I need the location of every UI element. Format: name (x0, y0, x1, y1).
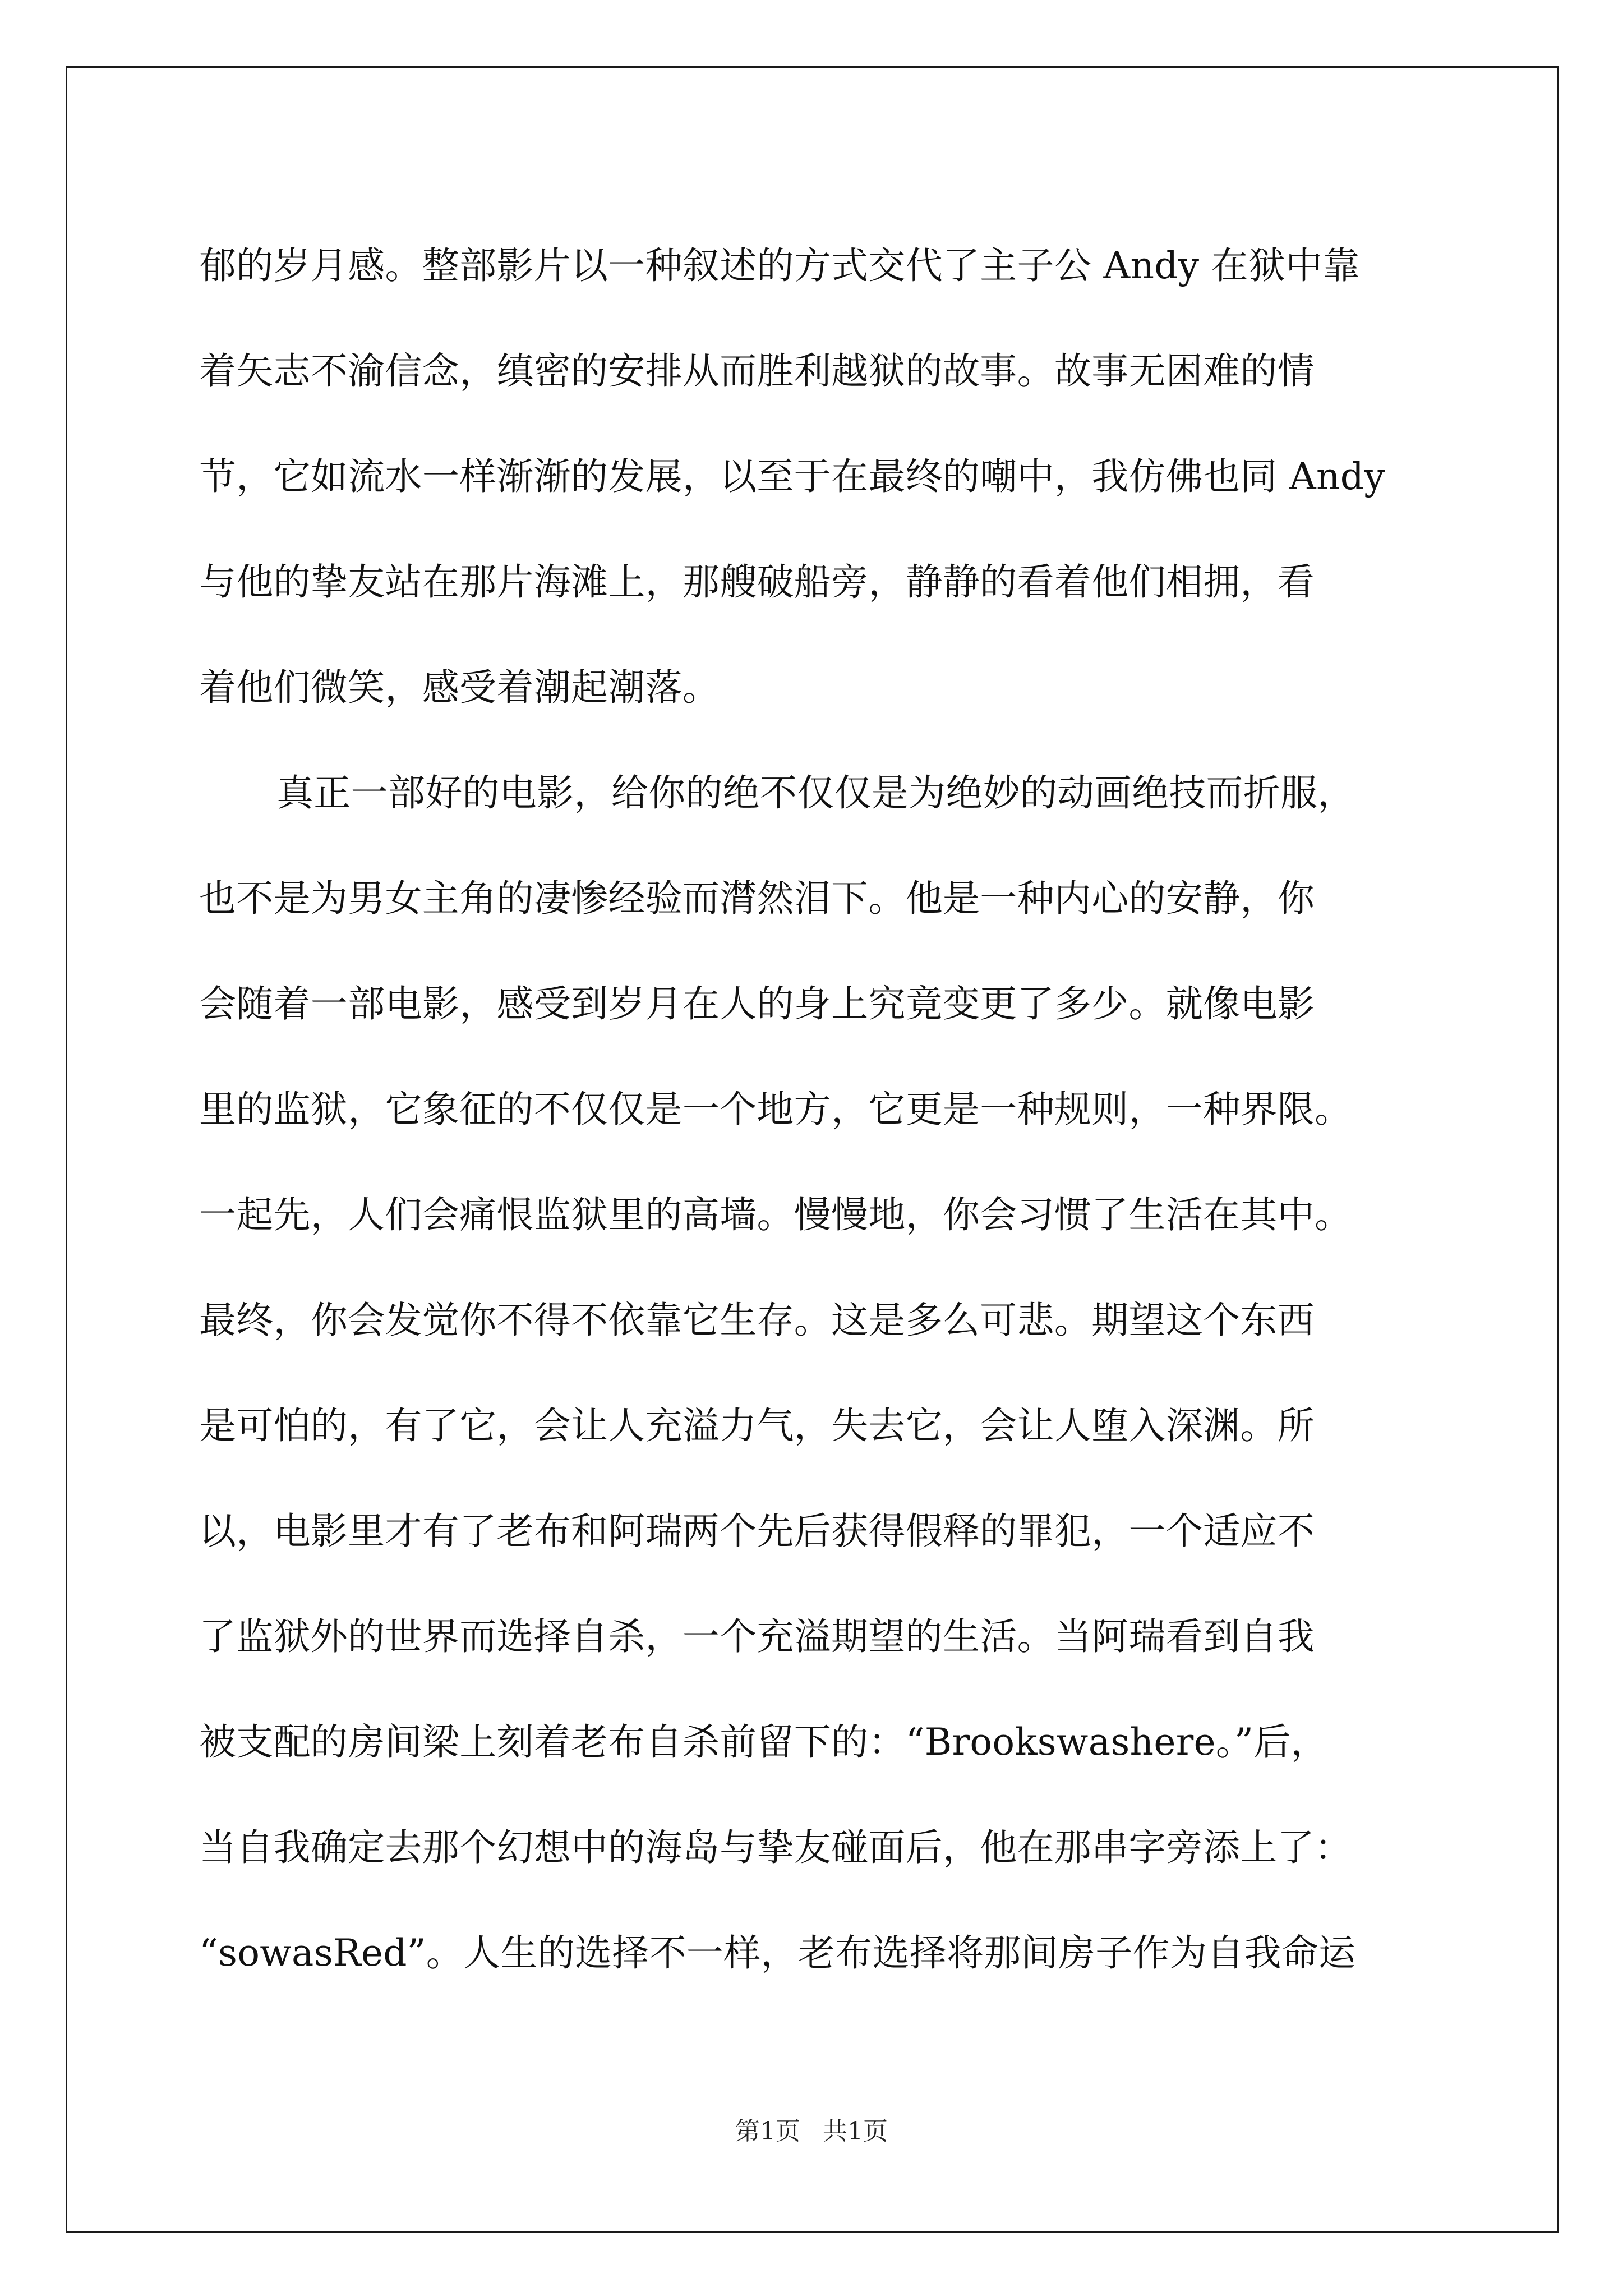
text-line: 最终，你会发觉你不得不依靠它生存。这是多么可悲。期望这个东西 (199, 1299, 1315, 1342)
text-line: 是可怕的，有了它，会让人充溢力气，失去它，会让人堕入深渊。所 (199, 1404, 1315, 1447)
text-line: 里的监狱，它象征的不仅仅是一个地方，它更是一种规则，一种界限。 (199, 1088, 1352, 1131)
paragraph-start-line: 真正一部好的电影，给你的绝不仅仅是为绝妙的动画绝技而折服， (276, 771, 1355, 815)
text-line: 一起先，人们会痛恨监狱里的高墙。慢慢地，你会习惯了生活在其中。 (199, 1193, 1352, 1236)
body-text (199, 213, 1427, 2006)
text-line: 着矢志不渝信念，缜密的安排从而胜利越狱的故事。故事无困难的情 (199, 349, 1315, 393)
text-line: 与他的挚友站在那片海滩上，那艘破船旁，静静的看着他们相拥，看 (199, 560, 1315, 604)
page-footer (0, 2115, 1623, 2148)
text-line: 了监狱外的世界而选择自杀，一个充溢期望的生活。当阿瑞看到自我 (199, 1615, 1315, 1658)
text-line: 着他们微笑，感受着潮起潮落。 (199, 666, 720, 709)
text-line: 以，电影里才有了老布和阿瑞两个先后获得假释的罪犯，一个适应不 (199, 1510, 1315, 1553)
page-total: 共1页 (823, 2117, 888, 2146)
text-line: 也不是为男女主角的凄惨经验而潸然泪下。他是一种内心的安静，你 (199, 877, 1315, 920)
page-number: 第1页 (735, 2117, 800, 2146)
text-line: 被支配的房间梁上刻着老布自杀前留下的：“Brookswashere。”后， (199, 1720, 1328, 1764)
text-line: 节，它如流水一样渐渐的发展，以至于在最终的嘲中，我仿佛也同 Andy (199, 455, 1385, 498)
text-line: “sowasRed”。人生的选择不一样，老布选择将那间房子作为自我命运 (199, 1931, 1356, 1975)
text-line: 郁的岁月感。整部影片以一种叙述的方式交代了主子公 Andy 在狱中靠 (199, 244, 1360, 287)
text-line: 当自我确定去那个幻想中的海岛与挚友碰面后，他在那串字旁添上了： (199, 1826, 1352, 1869)
text-line: 会随着一部电影，感受到岁月在人的身上究竟变更了多少。就像电影 (199, 982, 1315, 1025)
